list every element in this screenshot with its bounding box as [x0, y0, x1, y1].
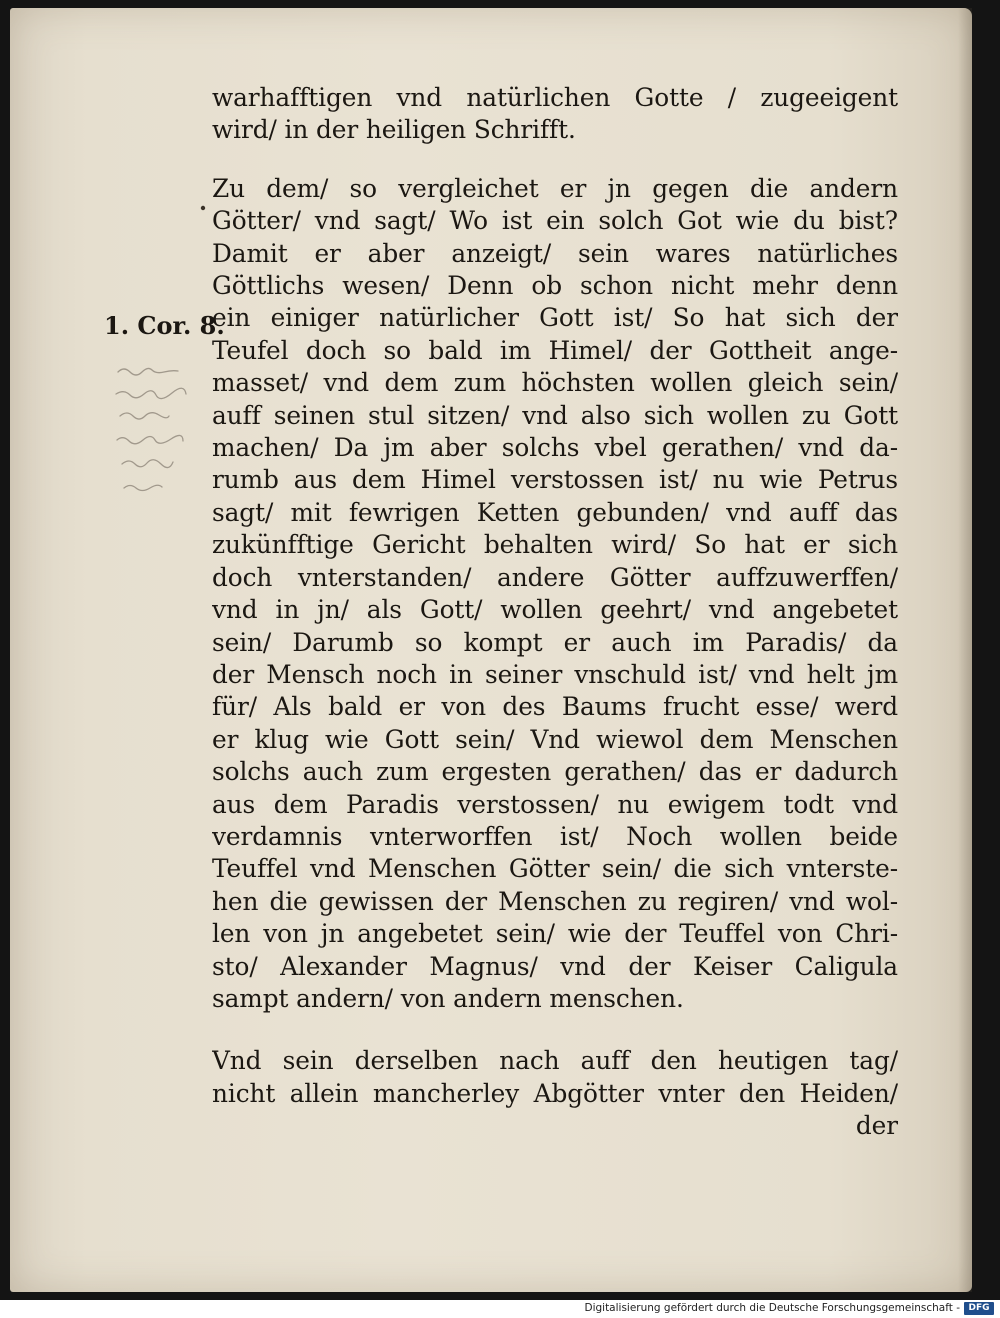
text-line: zukünfftige Gericht behalten wird/ So hat er sich: [212, 530, 898, 560]
text-line: Teufel doch so bald im Himel/ der Gottheit ange-: [212, 335, 898, 365]
text-line: sein/ Darumb so kompt er auch im Paradis/ da: [212, 627, 898, 657]
text-line: len von jn angebetet sein/ wie der Teuffel von Chri-: [212, 919, 898, 949]
footer-bar: [0, 1300, 1000, 1318]
main-text: [212, 82, 898, 1143]
text-line: hen die gewissen der Menschen zu regiren/ vnd wol-: [212, 886, 898, 916]
text-line: warhafftigen vnd natürlichen Gotte / zugeeigent: [212, 83, 898, 112]
handwritten-marginalia: [112, 360, 212, 520]
text-line: rumb aus dem Himel verstossen ist/ nu wie Petrus: [212, 465, 898, 495]
text-line: Vnd sein derselben nach auff den heutigen tag/: [212, 1046, 898, 1076]
text-line: sto/ Alexander Magnus/ vnd der Keiser Caligula: [212, 951, 898, 981]
funding-credit: Digitalisierung gefördert durch die Deutsche Forschungsgemeinschaft -: [584, 1302, 960, 1314]
text-line: Göttlichs wesen/ Denn ob schon nicht mehr denn: [212, 271, 898, 301]
text-line: machen/ Da jm aber solchs vbel gerathen/ vnd da-: [212, 433, 898, 463]
text-line: wird/ in der heiligen Schrifft.: [212, 115, 576, 145]
paragraph-mark-icon: [198, 203, 208, 213]
text-line: verdamnis vnterworffen ist/ Noch wollen beide: [212, 821, 898, 851]
text-line: sagt/ mit fewrigen Ketten gebunden/ vnd auff das: [212, 497, 898, 527]
page-edge-shadow: [958, 8, 972, 1292]
text-line: ein einiger natürlicher Gott ist/ So hat sich der: [212, 303, 898, 333]
text-line: er klug wie Gott sein/ Vnd wiewol dem Menschen: [212, 724, 898, 754]
catchword: der: [855, 1111, 898, 1141]
text-line: Teuffel vnd Menschen Götter sein/ die sich vnterste-: [212, 854, 898, 884]
text-line: der Mensch noch in seiner vnschuld ist/ vnd helt jm: [212, 659, 898, 689]
text-line: für/ Als bald er von des Baums frucht esse/ werd: [212, 692, 898, 722]
dfg-logo-icon: DFG: [964, 1302, 994, 1315]
text-line: Götter/ vnd sagt/ Wo ist ein solch Got wie du bist?: [212, 206, 898, 236]
text-line: doch vnterstanden/ andere Götter auffzuwerffen/: [212, 562, 898, 592]
paragraph-break: [212, 1015, 898, 1045]
text-line: Zu dem/ so vergleichet er jn gegen die andern: [212, 173, 898, 203]
text-line: sampt andern/ von andern menschen.: [212, 983, 684, 1013]
text-line: auff seinen stul sitzen/ vnd also sich wollen zu Gott: [212, 400, 898, 430]
marginal-reference: 1. Cor. 8.: [104, 311, 225, 340]
text-line: Damit er aber anzeigt/ sein wares natürliches: [212, 238, 898, 268]
paragraph-break: [212, 147, 898, 173]
text-line: vnd in jn/ als Gott/ wollen geehrt/ vnd angebetet: [212, 595, 898, 625]
text-line: solchs auch zum ergesten gerathen/ das er dadurch: [212, 757, 898, 787]
text-line: aus dem Paradis verstossen/ nu ewigem todt vnd: [212, 789, 898, 819]
text-line: nicht allein mancherley Abgötter vnter den Heiden/: [212, 1078, 898, 1108]
text-line: masset/ vnd dem zum höchsten wollen gleich sein/: [212, 368, 898, 398]
